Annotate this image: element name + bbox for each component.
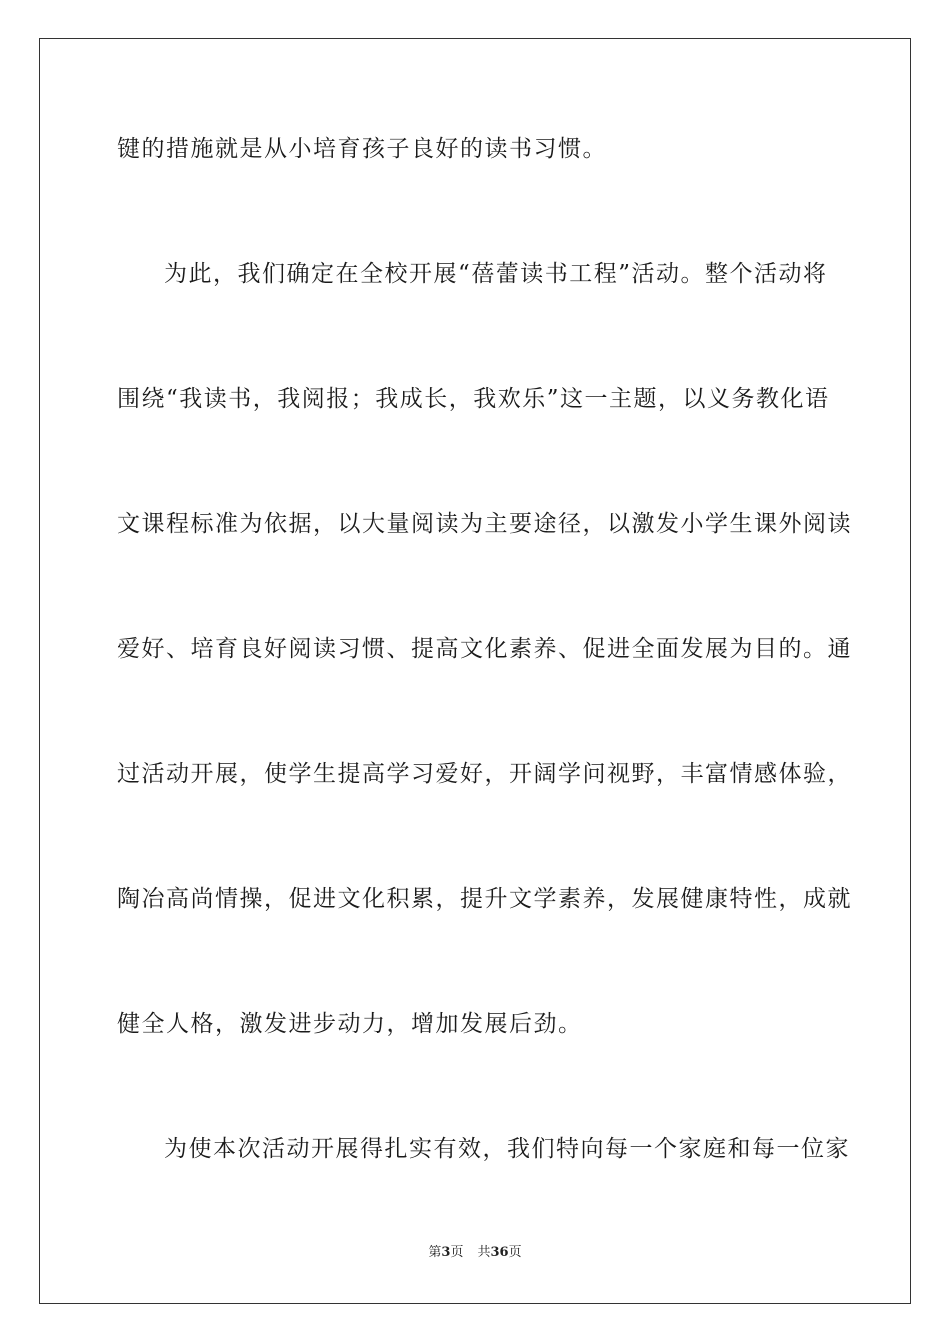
page-suffix: 页 (450, 1245, 464, 1260)
body-text-line: 爱好、培育良好阅读习惯、提高文化素养、促进全面发展为目的。通 (117, 636, 852, 662)
page-border (39, 38, 911, 1304)
body-text-line: 过活动开展，使学生提高学习爱好，开阔学问视野，丰富情感体验， (117, 761, 852, 787)
body-text-line: 围绕“我读书，我阅报；我成长，我欢乐”这一主题，以义务教化语 (117, 386, 830, 412)
total-suffix: 页 (508, 1245, 522, 1260)
paragraph-start-line: 为使本次活动开展得扎实有效，我们特向每一个家庭和每一位家 (164, 1136, 850, 1162)
body-text-line: 陶冶高尚情操，促进文化积累，提升文学素养，发展健康特性，成就 (117, 886, 852, 912)
body-text-line: 健全人格，激发进步动力，增加发展后劲。 (117, 1011, 583, 1037)
total-prefix: 共 (477, 1245, 491, 1260)
page-footer (0, 1244, 950, 1262)
paragraph-start-line: 为此，我们确定在全校开展“蓓蕾读书工程”活动。整个活动将 (164, 261, 828, 287)
body-text-line: 文课程标准为依据，以大量阅读为主要途径，以激发小学生课外阅读 (117, 511, 852, 537)
page-prefix: 第 (428, 1245, 442, 1260)
total-pages: 36 (490, 1245, 509, 1260)
body-text-line: 键的措施就是从小培育孩子良好的读书习惯。 (117, 136, 607, 162)
page-number: 3 (441, 1245, 451, 1260)
